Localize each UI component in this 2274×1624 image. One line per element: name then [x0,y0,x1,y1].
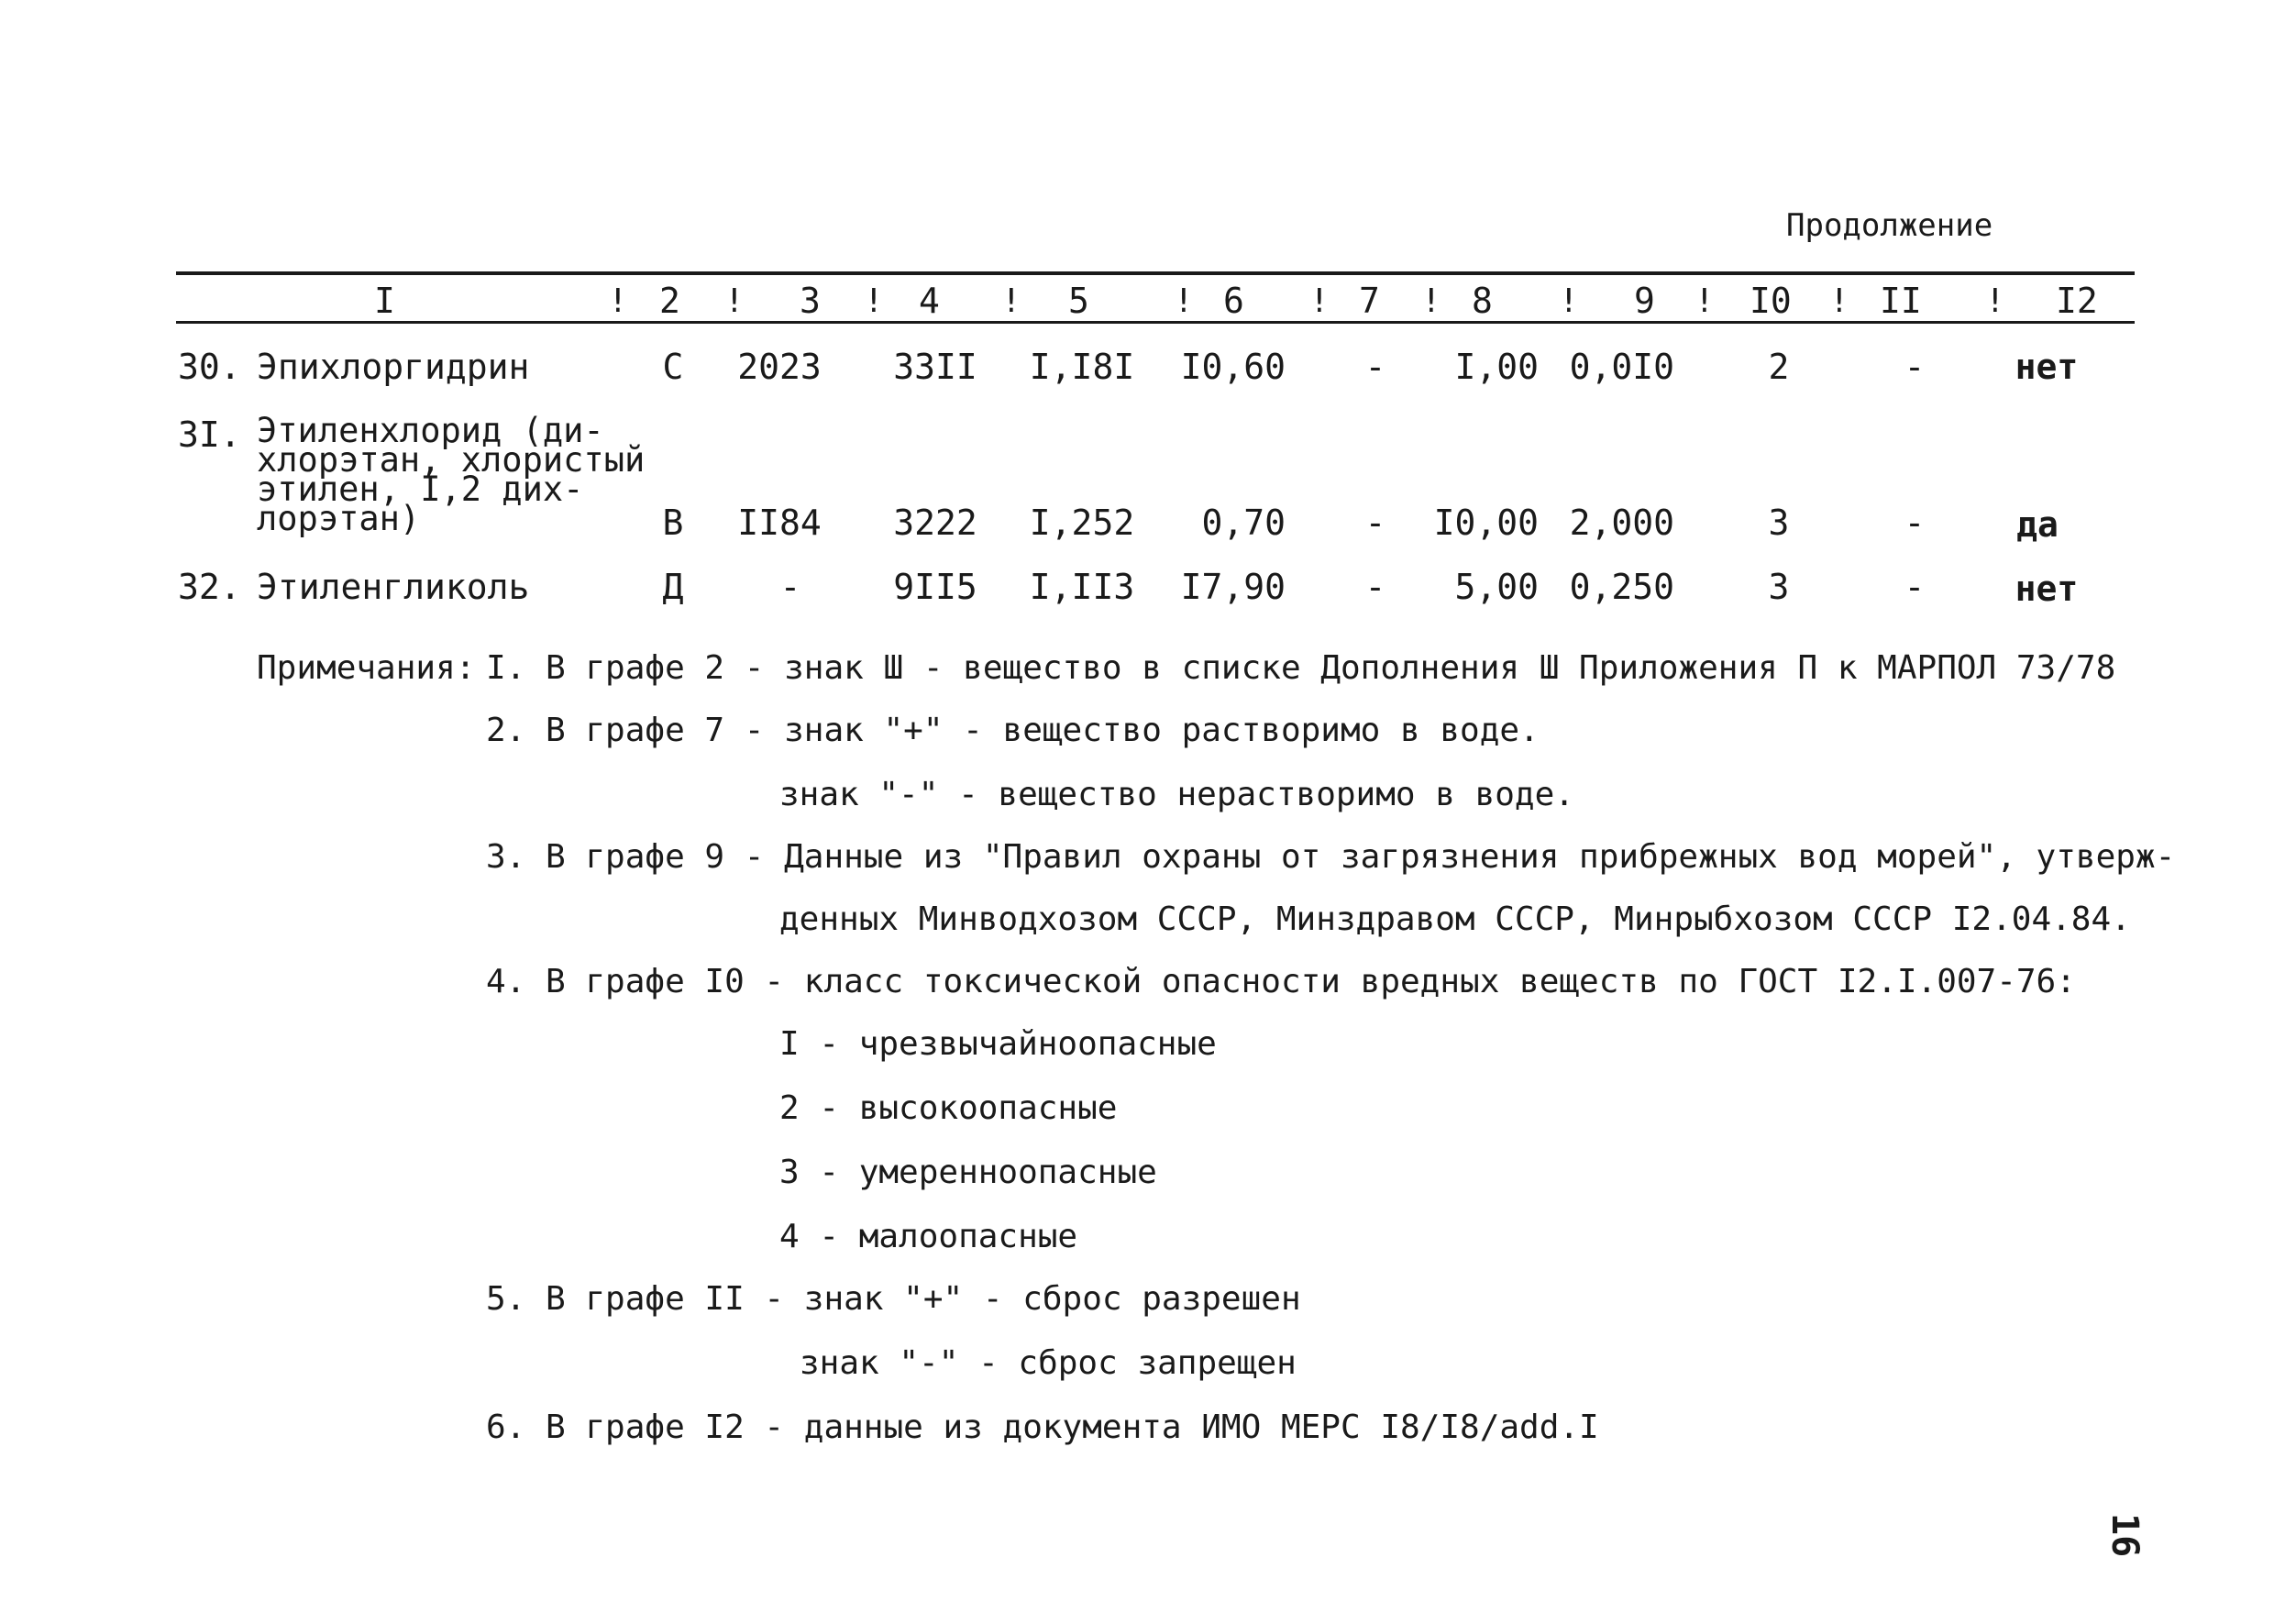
column-separator: ! [1829,282,1849,320]
cell-col6: I7,90 [1180,567,1286,607]
cell-col11: - [1904,503,1926,543]
column-separator: ! [1694,282,1715,320]
substance-name: Эпихлоргидрин [257,347,530,387]
cell-col4: 33II [893,347,977,387]
notes-label: Примечания: [257,649,476,687]
note-line: 2 - высокоопасные [779,1089,1118,1127]
note-line: I. В графе 2 - знак Ш - вещество в списке Дополнения Ш Приложения П к МАРПОЛ 73/78 [486,649,2116,687]
column-separator: ! [864,282,884,320]
column-separator: ! [1174,282,1194,320]
page-number: 16 [2103,1513,2146,1558]
column-header-3: 3 [800,281,821,321]
column-header-10: I0 [1750,281,1792,321]
column-header-12: I2 [2056,281,2098,321]
substance-name-line: хлорэтан, хлористый [257,440,646,480]
note-line: знак "-" - вещество нерастворимо в воде. [779,776,1574,813]
table-header-rule [176,321,2135,324]
cell-col9: 0,250 [1569,567,1674,607]
column-separator: ! [1559,282,1579,320]
column-separator: ! [1421,282,1441,320]
cell-col11: - [1904,347,1926,387]
cell-col2: В [662,503,684,543]
note-line: 4. В графе I0 - класс токсической опасности вредных веществ по ГОСТ I2.I.007-76: [486,963,2076,1000]
continuation-label: Продолжение [1786,207,1993,244]
column-header-2: 2 [659,281,680,321]
column-separator: ! [1001,282,1021,320]
column-header-5: 5 [1068,281,1089,321]
note-line: 3. В графе 9 - Данные из "Правил охраны от загрязнения прибрежных вод морей", утверж- [486,838,2176,876]
column-separator: ! [1309,282,1330,320]
cell-col12: нет [2015,347,2079,387]
note-line: I - чрезвычайноопасные [779,1025,1217,1063]
note-line: 3 - умеренноопасные [779,1154,1157,1191]
cell-col6: I0,60 [1180,347,1286,387]
cell-col9: 2,000 [1569,503,1674,543]
note-line: 2. В графе 7 - знак "+" - вещество растворимо в воде. [486,712,1540,749]
column-separator: ! [1985,282,2005,320]
cell-col6: 0,70 [1201,503,1286,543]
column-header-4: 4 [919,281,940,321]
substance-name-line: этилен, I,2 дих- [257,470,584,509]
column-header-9: 9 [1634,281,1655,321]
cell-col7: - [1364,567,1386,607]
note-line: знак "-" - сброс запрещен [800,1344,1297,1382]
cell-col8: 5,00 [1454,567,1539,607]
row-number: 3I. [178,414,241,455]
cell-col10: 3 [1768,503,1790,543]
cell-col9: 0,0I0 [1569,347,1674,387]
cell-col4: 3222 [893,503,977,543]
substance-name-line: Этиленхлорид (ди- [257,411,604,450]
column-header-8: 8 [1472,281,1493,321]
note-line: 4 - малоопасные [779,1218,1078,1255]
note-line: 5. В графе II - знак "+" - сброс разрешен [486,1280,1301,1318]
cell-col10: 3 [1768,567,1790,607]
cell-col3: II84 [737,503,822,543]
cell-col7: - [1364,503,1386,543]
cell-col3: - [779,567,801,607]
cell-col2: Д [662,567,684,607]
row-number: 32. [178,567,241,607]
cell-col4: 9II5 [893,567,977,607]
column-separator: ! [608,282,628,320]
note-line: 6. В графе I2 - данные из документа ИМО МЕРС I8/I8/add.I [486,1409,1599,1446]
cell-col5: I,252 [1029,503,1135,543]
cell-col8: I0,00 [1433,503,1539,543]
cell-col12: да [2016,504,2059,545]
cell-col7: - [1364,347,1386,387]
note-line: денных Минводхозом СССР, Минздравом СССР, Минрыбхозом СССР I2.04.84. [779,900,2131,938]
column-header-1: I [374,281,395,321]
row-number: 30. [178,347,241,387]
cell-col5: I,I8I [1029,347,1135,387]
column-separator: ! [724,282,745,320]
cell-col10: 2 [1768,347,1790,387]
cell-col3: 2023 [737,347,822,387]
table-top-rule [176,271,2135,275]
substance-name-line: лорэтан) [257,499,421,538]
substance-name [257,411,646,538]
column-header-6: 6 [1223,281,1244,321]
column-header-7: 7 [1359,281,1380,321]
substance-name: Этиленгликоль [257,567,530,607]
cell-col11: - [1904,567,1926,607]
column-header-11: II [1880,281,1922,321]
cell-col5: I,II3 [1029,567,1135,607]
cell-col2: С [662,347,684,387]
cell-col12: нет [2015,569,2079,609]
cell-col8: I,00 [1454,347,1539,387]
